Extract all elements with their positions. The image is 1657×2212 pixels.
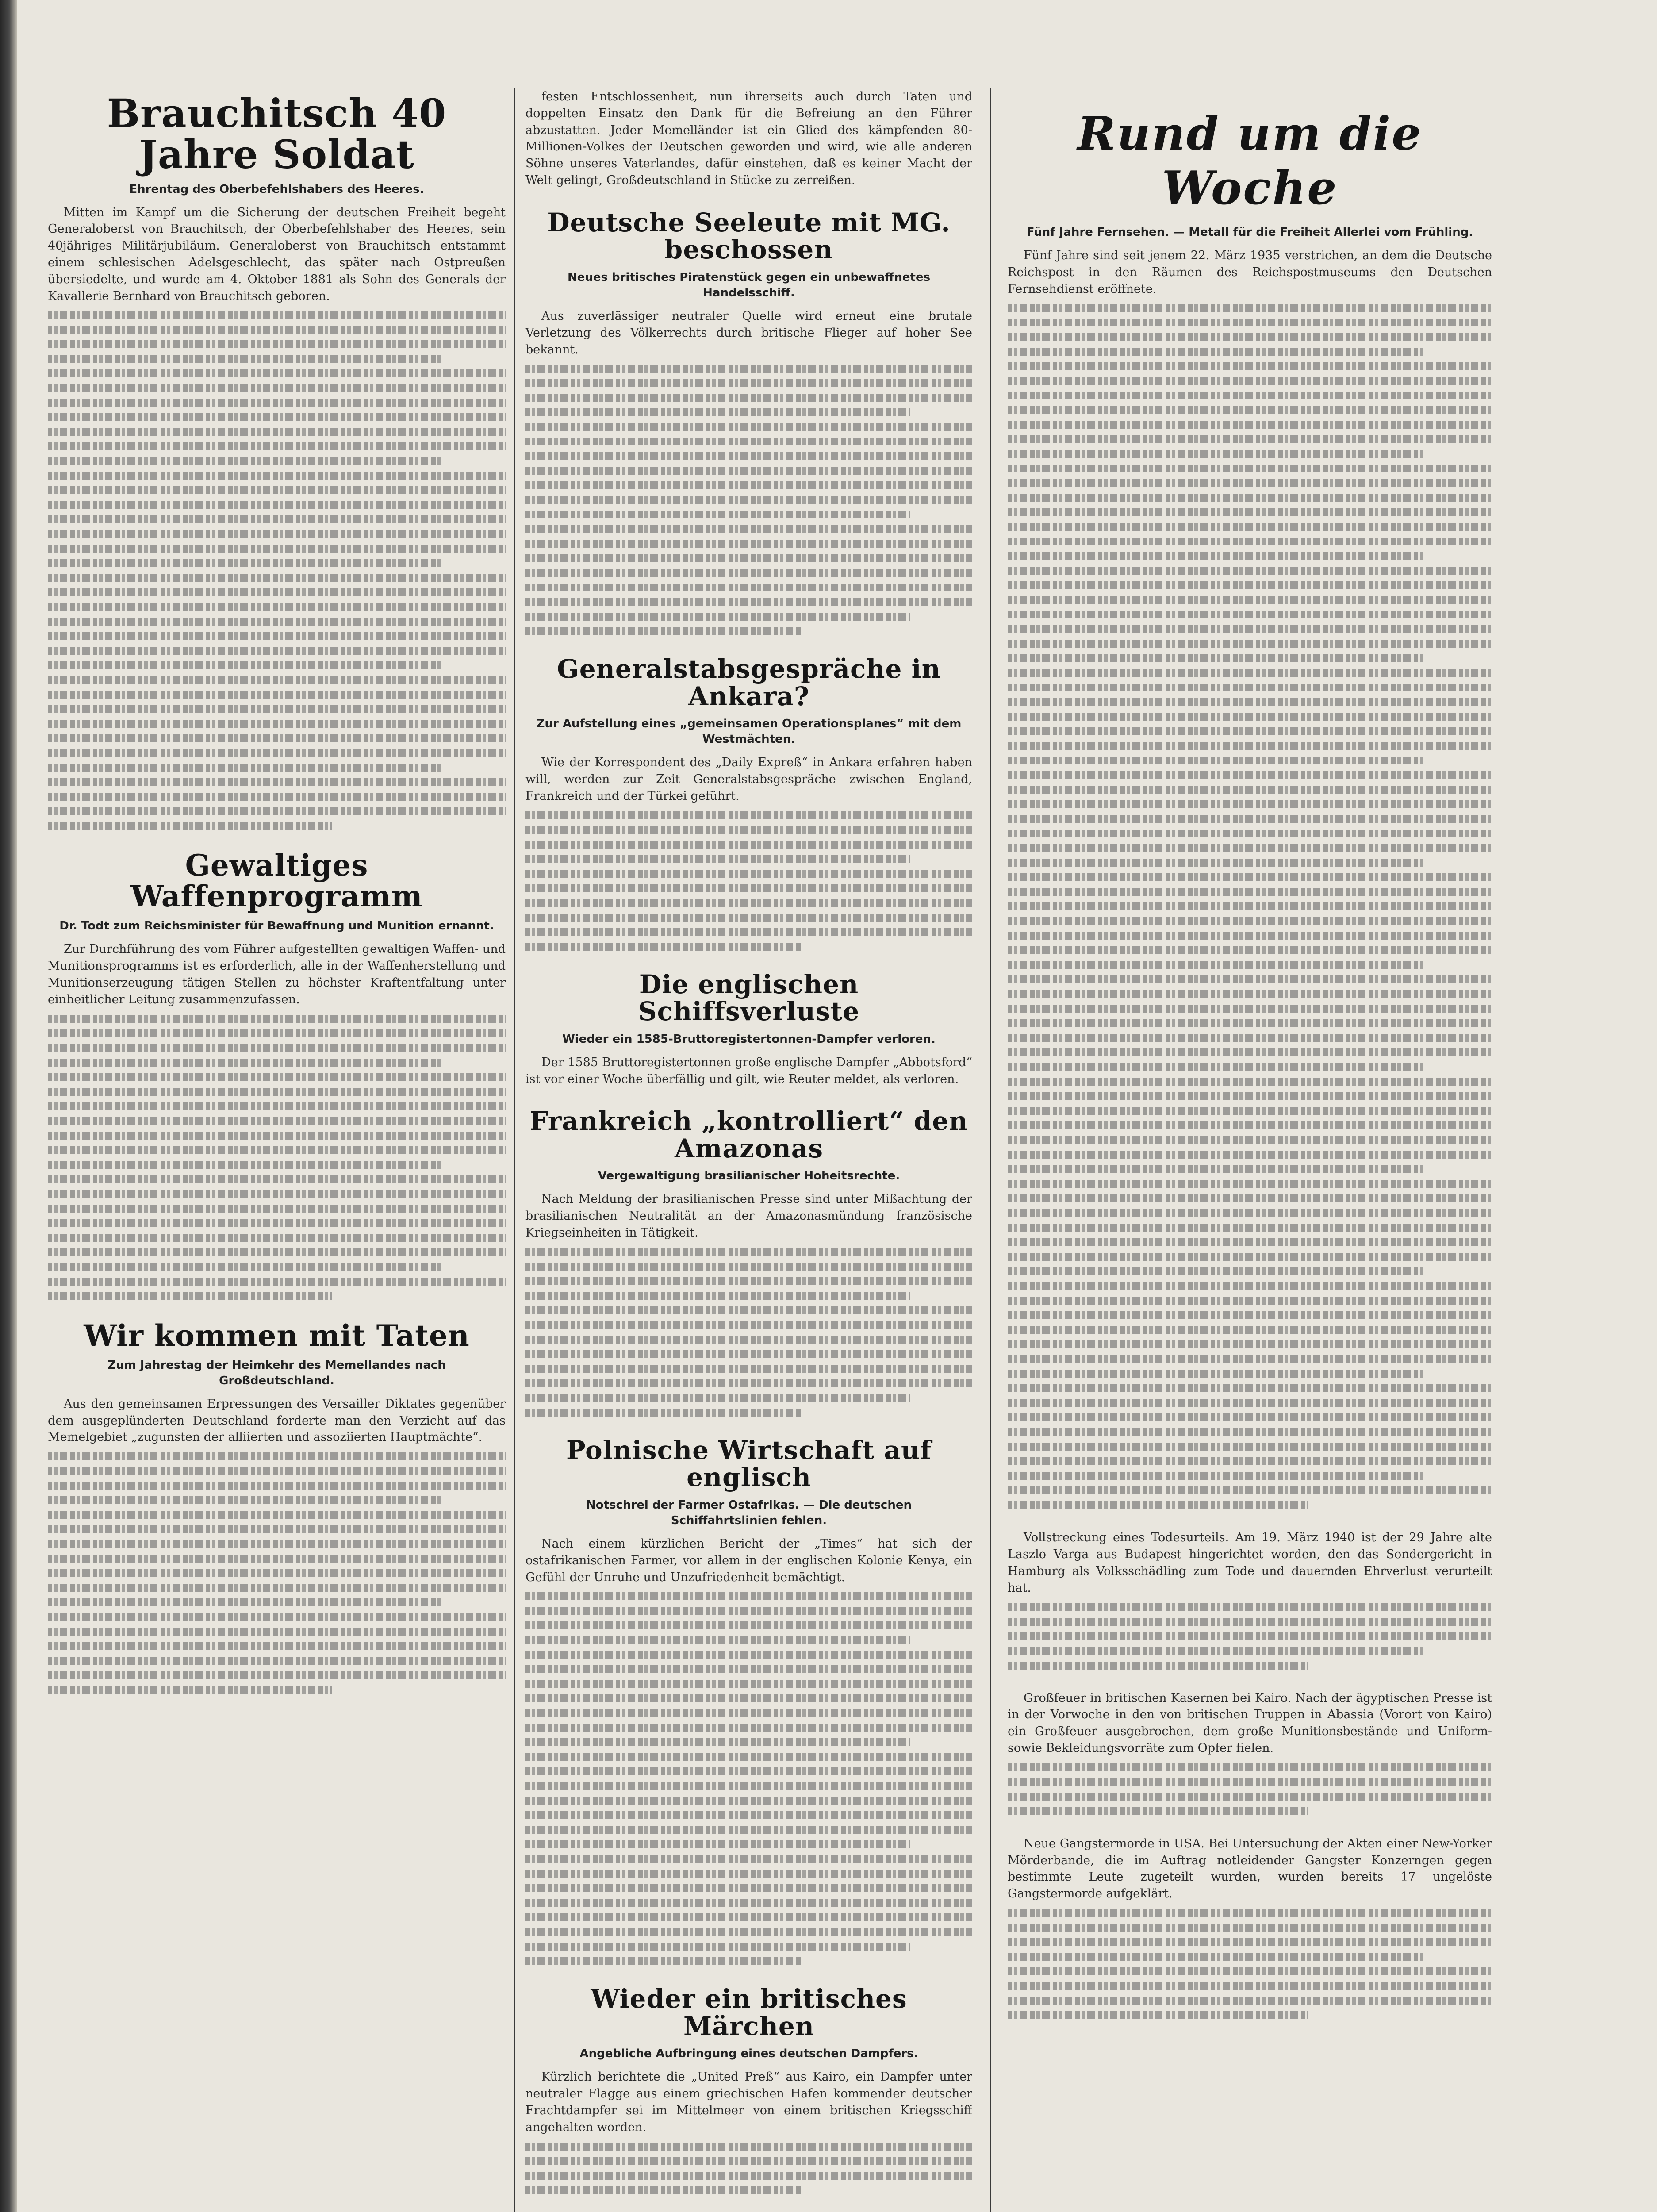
text-line-placeholder: [48, 778, 506, 786]
article-subheadline: Notschrei der Farmer Ostafrikas. — Die deutschen Schiffahrtslinien fehlen.: [586, 1498, 912, 1527]
text-line-placeholder: [1008, 392, 1492, 399]
text-line-placeholder: [525, 467, 972, 475]
text-line-placeholder: [525, 1636, 910, 1644]
text-line-placeholder: [1008, 1384, 1492, 1392]
text-line-placeholder: [1008, 1340, 1492, 1348]
text-line-placeholder: [525, 2143, 972, 2151]
text-line-placeholder: [525, 379, 972, 387]
text-line-placeholder: [1008, 581, 1492, 589]
text-line-placeholder: [1008, 1224, 1492, 1232]
text-line-placeholder: [1008, 713, 1492, 721]
text-line-placeholder: [1008, 932, 1492, 940]
text-line-placeholder: [525, 826, 972, 834]
text-line-placeholder: [1008, 1355, 1492, 1363]
text-line-placeholder: [48, 691, 506, 699]
text-line-placeholder: [1008, 669, 1492, 677]
text-line-placeholder: [1008, 1807, 1308, 1815]
text-line-placeholder: [1008, 1297, 1492, 1305]
article-headline: Generalstabsgespräche in Ankara?: [557, 654, 941, 711]
text-line-placeholder: [1008, 1209, 1492, 1217]
text-line-placeholder: [1008, 1326, 1492, 1334]
text-line-placeholder: [48, 501, 506, 509]
article: [525, 209, 972, 636]
text-line-placeholder: [48, 1671, 506, 1679]
column-1: [48, 88, 506, 2212]
text-line-placeholder: [48, 1642, 506, 1650]
text-line-placeholder: [525, 1913, 972, 1921]
text-line-placeholder: [525, 943, 802, 951]
text-line-placeholder: [1008, 1063, 1424, 1071]
text-line-placeholder: [48, 734, 506, 742]
text-line-placeholder: [48, 369, 506, 377]
text-line-placeholder: [1008, 523, 1492, 531]
text-line-placeholder: [525, 1709, 972, 1717]
text-line-placeholder: [1008, 1472, 1424, 1480]
text-line-placeholder: [1008, 406, 1492, 414]
text-line-placeholder: [1008, 1238, 1492, 1246]
column-2: [525, 88, 972, 2212]
text-line-placeholder: [1008, 1443, 1492, 1451]
text-line-placeholder: [1008, 1763, 1492, 1771]
text-line-placeholder: [525, 1665, 972, 1673]
article: [48, 90, 506, 830]
text-line-placeholder: [1008, 421, 1492, 429]
text-line-placeholder: [48, 749, 506, 757]
text-line-placeholder: [1008, 1428, 1492, 1436]
text-line-placeholder: [1008, 1121, 1492, 1129]
text-line-placeholder: [525, 1855, 972, 1863]
text-line-placeholder: [1008, 1282, 1492, 1290]
text-line-placeholder: [525, 855, 910, 863]
text-line-placeholder: [1008, 946, 1492, 954]
text-line-placeholder: [48, 1205, 506, 1213]
text-line-placeholder: [1008, 1632, 1492, 1640]
text-line-placeholder: [48, 588, 506, 596]
article: [525, 1108, 972, 1416]
text-line-placeholder: [525, 1263, 972, 1271]
text-line-placeholder: [48, 1657, 506, 1665]
text-line-placeholder: [525, 928, 972, 936]
text-line-placeholder: [525, 1248, 972, 1256]
text-line-placeholder: [48, 1102, 506, 1110]
text-line-placeholder: [48, 1467, 506, 1475]
text-line-placeholder: [48, 1161, 441, 1169]
text-line-placeholder: [48, 793, 506, 801]
article-text: Aus den gemeinsamen Erpressungen des Versailler Diktates gegenüber dem ausgeplünderten Deutschland forderte man den Verzicht auf das Memelgebiet „zugunsten der alliierten und assoziierten Hauptmächte“.: [48, 1397, 506, 1444]
text-line-placeholder: [525, 2172, 972, 2180]
text-line-placeholder: [1008, 1136, 1492, 1144]
text-line-placeholder: [48, 807, 506, 815]
text-line-placeholder: [48, 1540, 506, 1548]
text-line-placeholder: [525, 1782, 972, 1790]
text-line-placeholder: [1008, 1194, 1492, 1202]
text-line-placeholder: [48, 632, 506, 640]
text-line-placeholder: [1008, 362, 1492, 370]
text-line-placeholder: [1008, 1647, 1424, 1655]
article-subheadline: Zum Jahrestag der Heimkehr des Memellandes nach Großdeutschland.: [107, 1358, 446, 1387]
text-line-placeholder: [1008, 859, 1424, 867]
text-line-placeholder: [1008, 494, 1492, 502]
text-line-placeholder: [1008, 319, 1492, 326]
text-line-placeholder: [1008, 596, 1492, 604]
text-line-placeholder: [48, 661, 441, 669]
text-line-placeholder: [1008, 450, 1424, 458]
text-line-placeholder: [525, 870, 972, 878]
text-line-placeholder: [48, 1628, 506, 1636]
text-line-placeholder: [525, 1943, 910, 1951]
text-line-placeholder: [1008, 1967, 1492, 1975]
text-line-placeholder: [525, 496, 972, 504]
text-line-placeholder: [525, 1592, 972, 1600]
text-line-placeholder: [525, 1306, 972, 1314]
text-line-placeholder: [1008, 1019, 1492, 1027]
text-line-placeholder: [48, 1598, 441, 1606]
text-line-placeholder: [48, 1088, 506, 1096]
text-line-placeholder: [1008, 1924, 1492, 1932]
text-line-placeholder: [1008, 815, 1492, 823]
article-subheadline: Ehrentag des Oberbefehlshabers des Heeres.: [129, 182, 424, 196]
article-text: Mitten im Kampf um die Sicherung der deutschen Freiheit begeht Generaloberst von Brauchitsch, der Oberbefehlshaber des Heeres, sein 40jähriges Militärjubiläum. Generaloberst von Brauchitsch entstammt einem schlesischen Adelsgeschlecht, das später nach Ostpreußen übersiedelte, und wurde am 4. Oktober 1881 als Sohn des Generals der Kavallerie Bernhard von Brauchitsch geboren.: [48, 205, 506, 303]
text-line-placeholder: [1008, 377, 1492, 385]
text-line-placeholder: [525, 1694, 972, 1702]
article-text: Wie der Korrespondent des „Daily Expreß“ in Ankara erfahren haben will, werden zur Zeit Generalstabsgespräche zwischen England, Frankreich und der Türkei geführt.: [525, 756, 972, 803]
text-line-placeholder: [1008, 1370, 1424, 1378]
article: [525, 1985, 972, 2194]
text-line-placeholder: [48, 720, 506, 728]
binding-gutter: [0, 0, 17, 2212]
article-subheadline: Vergewaltigung brasilianischer Hoheitsrechte.: [598, 1169, 900, 1183]
article: [525, 971, 972, 1088]
text-line-placeholder: [525, 554, 972, 562]
article-text: Vollstreckung eines Todesurteils. Am 19. März 1940 ist der 29 Jahre alte Laszlo Varga aus Budapest hingerichtet worden, den das Sondergericht in Hamburg als Volksschädling zum Tode und dauernden Ehrverlust verurteilt hat.: [1008, 1531, 1492, 1595]
text-line-placeholder: [1008, 873, 1492, 881]
article: [48, 850, 506, 1300]
text-line-placeholder: [48, 1555, 506, 1563]
text-line-placeholder: [48, 472, 506, 480]
article-text: Fünf Jahre sind seit jenem 22. März 1935 verstrichen, an dem die Deutsche Reichspost in den Räumen des Reichspostmuseums den Deutschen Fernsehdienst eröffnete.: [1008, 249, 1492, 296]
text-line-placeholder: [48, 1073, 506, 1081]
article-headline: Wir kommen mit Taten: [84, 1318, 470, 1353]
text-line-placeholder: [48, 1015, 506, 1023]
text-line-placeholder: [1008, 552, 1424, 560]
text-line-placeholder: [1008, 844, 1492, 852]
text-line-placeholder: [525, 1651, 972, 1659]
text-line-placeholder: [1008, 800, 1492, 808]
text-line-placeholder: [1008, 567, 1492, 575]
text-line-placeholder: [525, 598, 972, 606]
text-line-placeholder: [48, 428, 506, 436]
text-line-placeholder: [48, 1175, 506, 1183]
text-line-placeholder: [1008, 830, 1492, 837]
text-line-placeholder: [48, 399, 506, 407]
article-headline: Wieder ein britisches Märchen: [591, 1984, 907, 2041]
text-line-placeholder: [1008, 348, 1424, 356]
text-line-placeholder: [1008, 1603, 1492, 1611]
article-subheadline: Zur Aufstellung eines „gemeinsamen Operationsplanes“ mit dem Westmächten.: [536, 717, 962, 746]
text-line-placeholder: [48, 1059, 441, 1067]
text-line-placeholder: [1008, 1938, 1492, 1946]
text-line-placeholder: [48, 530, 506, 538]
text-line-placeholder: [48, 1044, 506, 1052]
text-line-placeholder: [1008, 1180, 1492, 1188]
text-line-placeholder: [525, 1607, 972, 1615]
text-line-placeholder: [1008, 304, 1492, 312]
text-line-placeholder: [1008, 1311, 1492, 1319]
article-text: festen Entschlossenheit, nun ihrerseits auch durch Taten und doppelten Einsatz den Dank für die Befreiung an den Führer abzustatten. Jeder Memelländer ist ein Glied des kämpfenden 80-Millionen-Volkes der Deutschen geworden und wird, wie alle anderen Söhne unseres Vaterlandes, dafür einstehen, daß es keiner Macht der Welt gelingt, Großdeutschland in Stücke zu zerreißen.: [525, 90, 972, 187]
article-text: Der 1585 Bruttoregistertonnen große englische Dampfer „Abbotsford“ ist vor einer Woche überfällig und gilt, wie Reuter meldet, als verloren.: [525, 1055, 972, 1086]
text-line-placeholder: [1008, 2011, 1308, 2019]
text-line-placeholder: [525, 1797, 972, 1805]
text-line-placeholder: [48, 574, 506, 582]
text-line-placeholder: [1008, 1165, 1424, 1173]
article-subheadline: Wieder ein 1585-Bruttoregistertonnen-Dampfer verloren.: [562, 1032, 936, 1046]
text-line-placeholder: [1008, 888, 1492, 896]
article: [525, 656, 972, 951]
text-line-placeholder: [1008, 611, 1492, 618]
text-line-placeholder: [525, 584, 972, 591]
text-line-placeholder: [48, 1146, 506, 1154]
article-headline: Gewaltiges Waffenprogramm: [130, 848, 423, 914]
article-text: Großfeuer in britischen Kasernen bei Kairo. Nach der ägyptischen Presse ist in der Vorwoche in den von britischen Truppen in Abassia (Vorort von Kairo) ein Großfeuer ausgebrochen, dem große Munitionsbestände und Uniform- sowie Bekleidungsvorräte zum Opfer fielen.: [1008, 1691, 1492, 1755]
text-line-placeholder: [1008, 435, 1492, 443]
text-line-placeholder: [1008, 1078, 1492, 1086]
text-line-placeholder: [48, 647, 506, 655]
text-line-placeholder: [1008, 975, 1492, 983]
article-subheadline: Neues britisches Piratenstück gegen ein unbewaffnetes Handelsschiff.: [567, 270, 931, 300]
text-line-placeholder: [48, 413, 506, 421]
text-line-placeholder: [1008, 727, 1492, 735]
text-line-placeholder: [1008, 961, 1424, 969]
text-line-placeholder: [525, 914, 972, 922]
text-line-placeholder: [48, 1292, 332, 1300]
text-line-placeholder: [525, 1621, 972, 1629]
text-line-placeholder: [1008, 1662, 1308, 1670]
text-line-placeholder: [1008, 771, 1492, 779]
text-line-placeholder: [525, 2157, 972, 2165]
text-line-placeholder: [525, 1870, 972, 1878]
text-line-placeholder: [1008, 640, 1492, 648]
text-line-placeholder: [525, 613, 910, 621]
text-line-placeholder: [48, 1219, 506, 1227]
article: [1008, 1529, 1492, 1669]
text-line-placeholder: [48, 1525, 506, 1533]
text-line-placeholder: [1008, 1909, 1492, 1917]
article: [1008, 106, 1492, 1509]
text-line-placeholder: [1008, 698, 1492, 706]
text-line-placeholder: [525, 627, 802, 635]
article-text: Nach Meldung der brasilianischen Presse sind unter Mißachtung der brasilianischen Neutralität an der Amazonasmündung französische Kriegseinheiten in Tätigkeit.: [525, 1192, 972, 1240]
text-line-placeholder: [48, 326, 506, 334]
text-line-placeholder: [525, 365, 972, 373]
text-line-placeholder: [525, 1826, 972, 1834]
article-headline: Deutsche Seeleute mit MG. beschossen: [547, 207, 951, 265]
text-line-placeholder: [48, 311, 506, 319]
text-line-placeholder: [525, 1336, 972, 1344]
text-line-placeholder: [1008, 1793, 1492, 1801]
text-line-placeholder: [525, 1767, 972, 1775]
text-line-placeholder: [1008, 990, 1492, 998]
text-line-placeholder: [48, 618, 506, 626]
text-line-placeholder: [1008, 1107, 1492, 1115]
text-line-placeholder: [1008, 1092, 1492, 1100]
text-line-placeholder: [525, 1753, 972, 1761]
text-line-placeholder: [48, 545, 506, 553]
text-line-placeholder: [525, 1292, 910, 1300]
text-line-placeholder: [48, 559, 441, 567]
article: [1008, 1836, 1492, 2019]
text-line-placeholder: [48, 1452, 506, 1460]
text-line-placeholder: [525, 525, 972, 533]
text-line-placeholder: [525, 884, 972, 892]
text-line-placeholder: [525, 540, 972, 548]
text-line-placeholder: [1008, 1048, 1492, 1056]
text-line-placeholder: [48, 1511, 506, 1519]
text-line-placeholder: [525, 1724, 972, 1732]
text-line-placeholder: [1008, 742, 1492, 750]
text-line-placeholder: [525, 1409, 802, 1417]
text-line-placeholder: [1008, 465, 1492, 472]
text-line-placeholder: [525, 1928, 972, 1936]
text-line-placeholder: [1008, 508, 1492, 516]
text-line-placeholder: [525, 423, 972, 431]
text-line-placeholder: [1008, 1457, 1492, 1465]
text-line-placeholder: [525, 1884, 972, 1892]
article-text: Zur Durchführung des vom Führer aufgestellten gewaltigen Waffen- und Munitionsprogramms ist es erforderlich, alle in der Waffenherstellung und Munitionserzeugung tätigen Stellen zu höchster Kraftentfaltung unter einheitlicher Leitung zusammenzufassen.: [48, 942, 506, 1006]
newspaper-page: [17, 0, 1657, 2212]
text-line-placeholder: [48, 1613, 506, 1621]
text-line-placeholder: [48, 1029, 506, 1037]
text-line-placeholder: [1008, 1486, 1492, 1494]
text-line-placeholder: [48, 1584, 506, 1592]
text-line-placeholder: [1008, 1034, 1492, 1042]
text-line-placeholder: [525, 481, 972, 489]
article: [48, 1318, 506, 1694]
text-line-placeholder: [48, 515, 506, 523]
text-line-placeholder: [525, 1738, 910, 1746]
text-line-placeholder: [48, 1263, 441, 1271]
article: [525, 88, 972, 189]
text-line-placeholder: [1008, 917, 1492, 925]
text-line-placeholder: [1008, 333, 1492, 341]
text-line-placeholder: [525, 899, 972, 907]
text-line-placeholder: [1008, 1253, 1492, 1261]
text-line-placeholder: [525, 1899, 972, 1907]
text-line-placeholder: [1008, 479, 1492, 487]
text-line-placeholder: [1008, 1005, 1492, 1013]
text-line-placeholder: [1008, 538, 1492, 545]
text-line-placeholder: [525, 1350, 972, 1358]
text-line-placeholder: [1008, 1778, 1492, 1786]
text-line-placeholder: [48, 1190, 506, 1198]
text-line-placeholder: [525, 811, 972, 819]
text-line-placeholder: [1008, 1151, 1492, 1159]
text-line-placeholder: [48, 764, 441, 772]
column-rule-2: [990, 88, 991, 2212]
text-line-placeholder: [525, 1840, 910, 1848]
article-text: Aus zuverlässiger neutraler Quelle wird erneut eine brutale Verletzung des Völkerrechts durch britische Flieger auf hoher See bekannt.: [525, 309, 972, 357]
text-line-placeholder: [48, 1132, 506, 1140]
column-rule-1: [514, 88, 515, 2212]
text-line-placeholder: [525, 1811, 972, 1819]
article: [1008, 1690, 1492, 1815]
text-line-placeholder: [48, 1278, 506, 1286]
article-text: Nach einem kürzlichen Bericht der „Times“ hat sich der ostafrikanischen Farmer, vor allem in der englischen Kolonie Kenya, ein Gefühl der Unruhe und Unzufriedenheit bemächtigt.: [525, 1536, 972, 1584]
text-line-placeholder: [525, 2186, 802, 2194]
text-line-placeholder: [1008, 1953, 1424, 1961]
article-text: Kürzlich berichtete die „United Preß“ aus Kairo, ein Dampfer unter neutraler Flagge aus einem griechischen Hafen kommender deutscher Frachtdampfer sei im Mittelmeer von einem britischen Kriegsschiff angehalten worden.: [525, 2070, 972, 2134]
text-line-placeholder: [1008, 1997, 1492, 2005]
text-line-placeholder: [48, 705, 506, 713]
text-line-placeholder: [1008, 1413, 1492, 1421]
text-line-placeholder: [1008, 1501, 1308, 1509]
text-line-placeholder: [48, 1569, 506, 1577]
text-line-placeholder: [1008, 1618, 1492, 1626]
text-line-placeholder: [1008, 654, 1424, 662]
article-headline: Frankreich „kontrolliert“ den Amazonas: [529, 1106, 968, 1164]
text-line-placeholder: [1008, 625, 1492, 633]
text-line-placeholder: [525, 1680, 972, 1688]
column-3: [1008, 88, 1492, 2212]
text-line-placeholder: [525, 841, 972, 849]
text-line-placeholder: [48, 676, 506, 684]
text-line-placeholder: [525, 1379, 972, 1387]
text-line-placeholder: [48, 1117, 506, 1125]
text-line-placeholder: [525, 438, 972, 445]
text-line-placeholder: [48, 603, 506, 611]
text-line-placeholder: [48, 340, 506, 348]
text-line-placeholder: [1008, 902, 1492, 910]
text-line-placeholder: [525, 1277, 972, 1285]
text-line-placeholder: [525, 394, 972, 402]
text-line-placeholder: [1008, 1399, 1492, 1407]
text-line-placeholder: [525, 452, 972, 460]
text-line-placeholder: [48, 457, 441, 465]
text-line-placeholder: [48, 384, 506, 392]
text-line-placeholder: [1008, 1267, 1424, 1275]
article-headline: Brauchitsch 40 Jahre Soldat: [107, 90, 447, 178]
text-line-placeholder: [48, 442, 506, 450]
text-line-placeholder: [525, 1957, 802, 1965]
text-line-placeholder: [525, 511, 910, 518]
text-line-placeholder: [48, 1482, 506, 1490]
article-subheadline: Angebliche Aufbringung eines deutschen Dampfers.: [579, 2047, 918, 2061]
text-line-placeholder: [525, 569, 972, 577]
article-text: Neue Gangstermorde in USA. Bei Untersuchung der Akten einer New-Yorker Mörderbande, die im Auftrag notleidender Gangster Konzerngen gegen bestimmte Leute zugeteilt wurden, wurden bereits 17 ungelöste Gangstermorde aufgeklärt.: [1008, 1836, 1492, 1901]
text-line-placeholder: [48, 1234, 506, 1242]
text-line-placeholder: [1008, 786, 1492, 794]
text-line-placeholder: [525, 1394, 910, 1402]
text-line-placeholder: [1008, 757, 1424, 764]
text-line-placeholder: [1008, 684, 1492, 691]
article-headline: Polnische Wirtschaft auf englisch: [566, 1435, 932, 1493]
article-headline: Rund um die Woche: [1077, 106, 1423, 215]
text-line-placeholder: [1008, 1982, 1492, 1990]
text-line-placeholder: [525, 408, 910, 416]
text-line-placeholder: [48, 1496, 441, 1504]
text-line-placeholder: [48, 486, 506, 494]
article-headline: Die englischen Schiffsverluste: [638, 969, 860, 1027]
text-line-placeholder: [525, 1321, 972, 1329]
text-line-placeholder: [48, 1248, 506, 1256]
text-line-placeholder: [48, 355, 441, 363]
article-subheadline: Fünf Jahre Fernsehen. — Metall für die Freiheit Allerlei vom Frühling.: [1026, 226, 1473, 239]
text-line-placeholder: [525, 1365, 972, 1373]
article: [525, 1437, 972, 1966]
article-subheadline: Dr. Todt zum Reichsminister für Bewaffnung und Munition ernannt.: [59, 919, 494, 933]
text-line-placeholder: [48, 822, 332, 830]
text-line-placeholder: [48, 1686, 332, 1694]
